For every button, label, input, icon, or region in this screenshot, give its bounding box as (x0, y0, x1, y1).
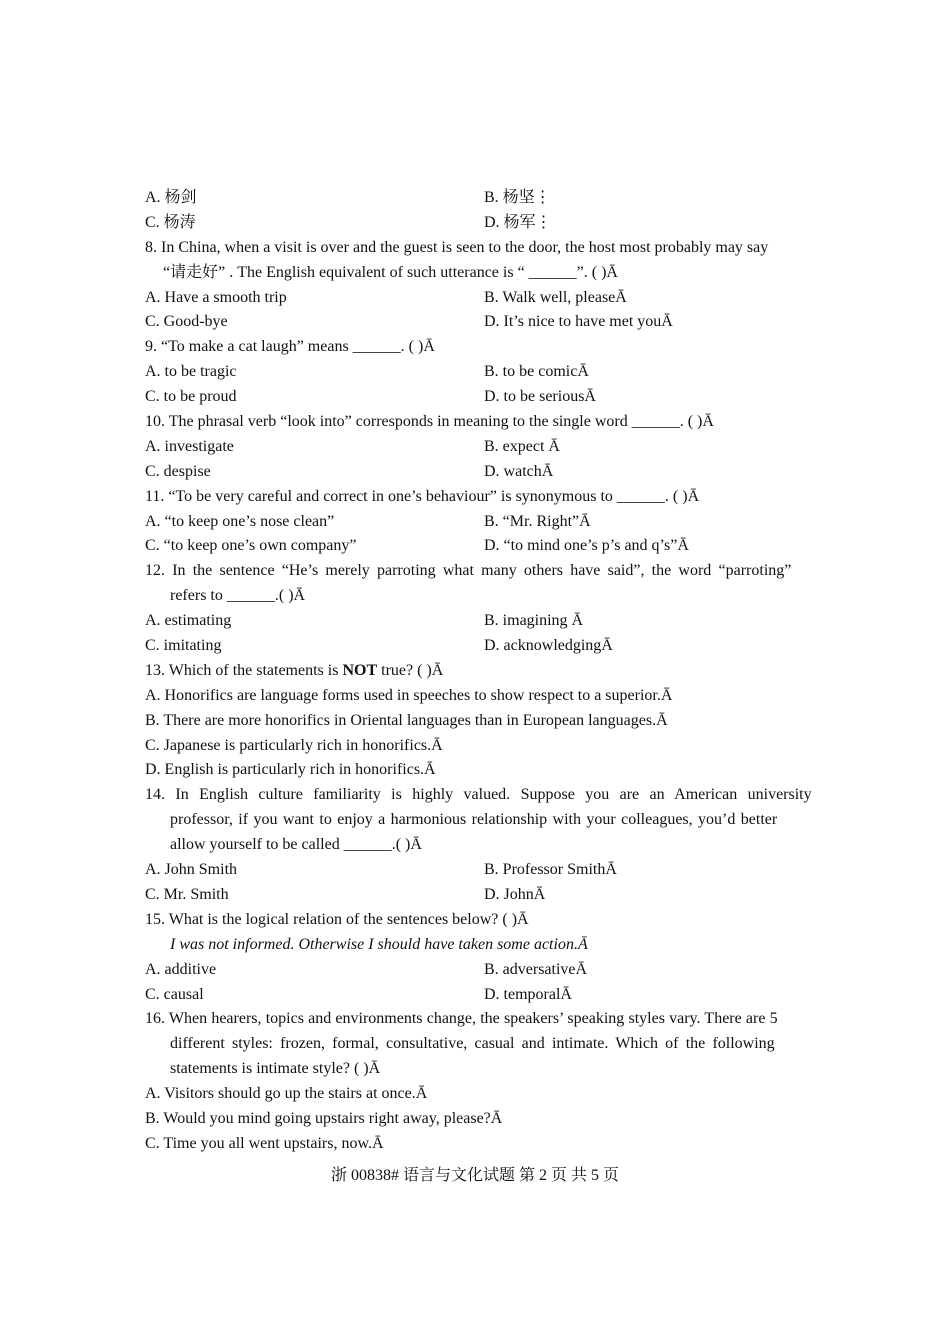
q15-stem: 15. What is the logical relation of the sentences below? ( )Ā (145, 910, 529, 928)
q11-option-c: C. “to keep one’s own company” (145, 537, 357, 555)
q10-options-row-1 (145, 435, 805, 460)
q12-option-a: A. estimating (145, 612, 232, 630)
q9-option-a: A. to be tragic (145, 363, 237, 381)
q9-options-row-2 (145, 385, 805, 410)
q7-options-row-2 (145, 211, 805, 236)
q15-option-b: B. adversativeĀ (484, 960, 588, 978)
q13-option-b: B. There are more honorifics in Oriental languages than in European languages.Ā (145, 711, 668, 729)
q16-stem-line-1: 16. When hearers, topics and environments change, the speakers’ speaking styles vary. There are 5 (145, 1010, 778, 1028)
q11-option-b: B. “Mr. Right”Ā (484, 512, 591, 530)
q7-option-d: D. 杨军⋮ (484, 213, 552, 231)
q14-option-a: A. John Smith (145, 861, 238, 879)
q12-stem-line-1: 12. In the sentence “He’s merely parroting what many others have said”, the word “parroting” (145, 562, 792, 580)
q11-option-a: A. “to keep one’s nose clean” (145, 512, 335, 530)
q15-option-d: D. temporalĀ (484, 985, 572, 1003)
q10-option-b: B. expect Ā (484, 437, 560, 455)
q14-options-row-2 (145, 883, 805, 908)
q15-options-row-1 (145, 958, 805, 983)
q8-option-b: B. Walk well, pleaseĀ (484, 288, 627, 306)
q11-options-row-2 (145, 534, 805, 559)
q12-option-c: C. imitating (145, 637, 222, 655)
q14-option-b: B. Professor SmithĀ (484, 861, 617, 879)
q10-option-a: A. investigate (145, 437, 234, 455)
q9-options-row-1 (145, 360, 805, 385)
q14-stem-line-1: 14. In English culture familiarity is highly valued. Suppose you are an American university (145, 786, 812, 804)
q7-options-row-1 (145, 186, 805, 211)
q16-stem-line-3: statements is intimate style? ( )Ā (170, 1060, 381, 1078)
q10-options-row-2 (145, 460, 805, 485)
q15-option-c: C. causal (145, 985, 204, 1003)
q14-option-d: D. JohnĀ (484, 885, 546, 903)
page-footer: 浙 00838# 语言与文化试题 第 2 页 共 5 页 (330, 1167, 619, 1184)
q8-option-d: D. It’s nice to have met youĀ (484, 313, 673, 331)
q15-options-row-2 (145, 983, 805, 1008)
q13-option-a: A. Honorifics are language forms used in speeches to show respect to a superior.Ā (145, 686, 673, 704)
q9-stem: 9. “To make a cat laugh” means ______. ( )Ā (145, 338, 435, 356)
exam-page-body (145, 186, 812, 1157)
q13-stem-post: true? ( )Ā (377, 661, 444, 679)
q9-option-b: B. to be comicĀ (484, 363, 589, 381)
q13-stem-pre: 13. Which of the statements is (145, 661, 343, 679)
q11-options-row-1 (145, 510, 805, 535)
q14-stem-line-3: allow yourself to be called ______.( )Ā (170, 836, 422, 854)
q10-option-c: C. despise (145, 462, 211, 480)
q9-option-c: C. to be proud (145, 388, 237, 406)
q16-option-a: A. Visitors should go up the stairs at once.Ā (145, 1085, 428, 1103)
q12-options-row-1 (145, 609, 805, 634)
q14-options-row-1 (145, 858, 805, 883)
q14-stem-line-2: professor, if you want to enjoy a harmonious relationship with your colleagues, you’d better (170, 811, 778, 829)
q16-option-b: B. Would you mind going upstairs right away, please?Ā (145, 1109, 503, 1127)
q10-stem: 10. The phrasal verb “look into” corresponds in meaning to the single word ______. ( )Ā (145, 413, 714, 431)
q8-stem-line-1: 8. In China, when a visit is over and the guest is seen to the door, the host most probably may say (145, 238, 769, 256)
q10-option-d: D. watchĀ (484, 462, 554, 480)
q7-option-a: A. 杨剑 (145, 189, 197, 206)
q7-option-b: B. 杨坚⋮ (484, 189, 551, 206)
q13-stem-not: NOT (342, 661, 378, 679)
q9-option-d: D. to be seriousĀ (484, 388, 596, 406)
q8-option-a: A. Have a smooth trip (145, 288, 287, 306)
q12-options-row-2 (145, 634, 805, 659)
q11-stem: 11. “To be very careful and correct in one’s behaviour” is synonymous to ______. ( )Ā (145, 487, 700, 505)
q8-option-c: C. Good-bye (145, 313, 228, 331)
q7-option-c: C. 杨涛 (145, 213, 196, 231)
q15-option-a: A. additive (145, 960, 217, 978)
q8-options-row-1 (145, 286, 805, 311)
q13-stem (145, 659, 805, 684)
q15-example-text: I was not informed. Otherwise I should have taken some action.Ā (170, 935, 588, 953)
q16-option-c: C. Time you all went upstairs, now.Ā (145, 1134, 384, 1152)
q15-example-sentence (145, 933, 805, 958)
q11-option-d: D. “to mind one’s p’s and q’s”Ā (484, 537, 689, 555)
q8-options-row-2 (145, 310, 805, 335)
q13-option-c: C. Japanese is particularly rich in honorifics.Ā (145, 736, 443, 754)
q12-option-d: D. acknowledgingĀ (484, 637, 613, 655)
q14-option-c: C. Mr. Smith (145, 885, 229, 903)
q12-stem-line-2: refers to ______.( )Ā (170, 587, 306, 605)
q8-stem-line-2: “请走好” . The English equivalent of such utterance is “ ______”. ( )Ā (163, 263, 618, 281)
q12-option-b: B. imagining Ā (484, 612, 584, 630)
q16-stem-line-2: different styles: frozen, formal, consultative, casual and intimate. Which of the following (170, 1035, 775, 1053)
q13-option-d: D. English is particularly rich in honorifics.Ā (145, 761, 436, 779)
